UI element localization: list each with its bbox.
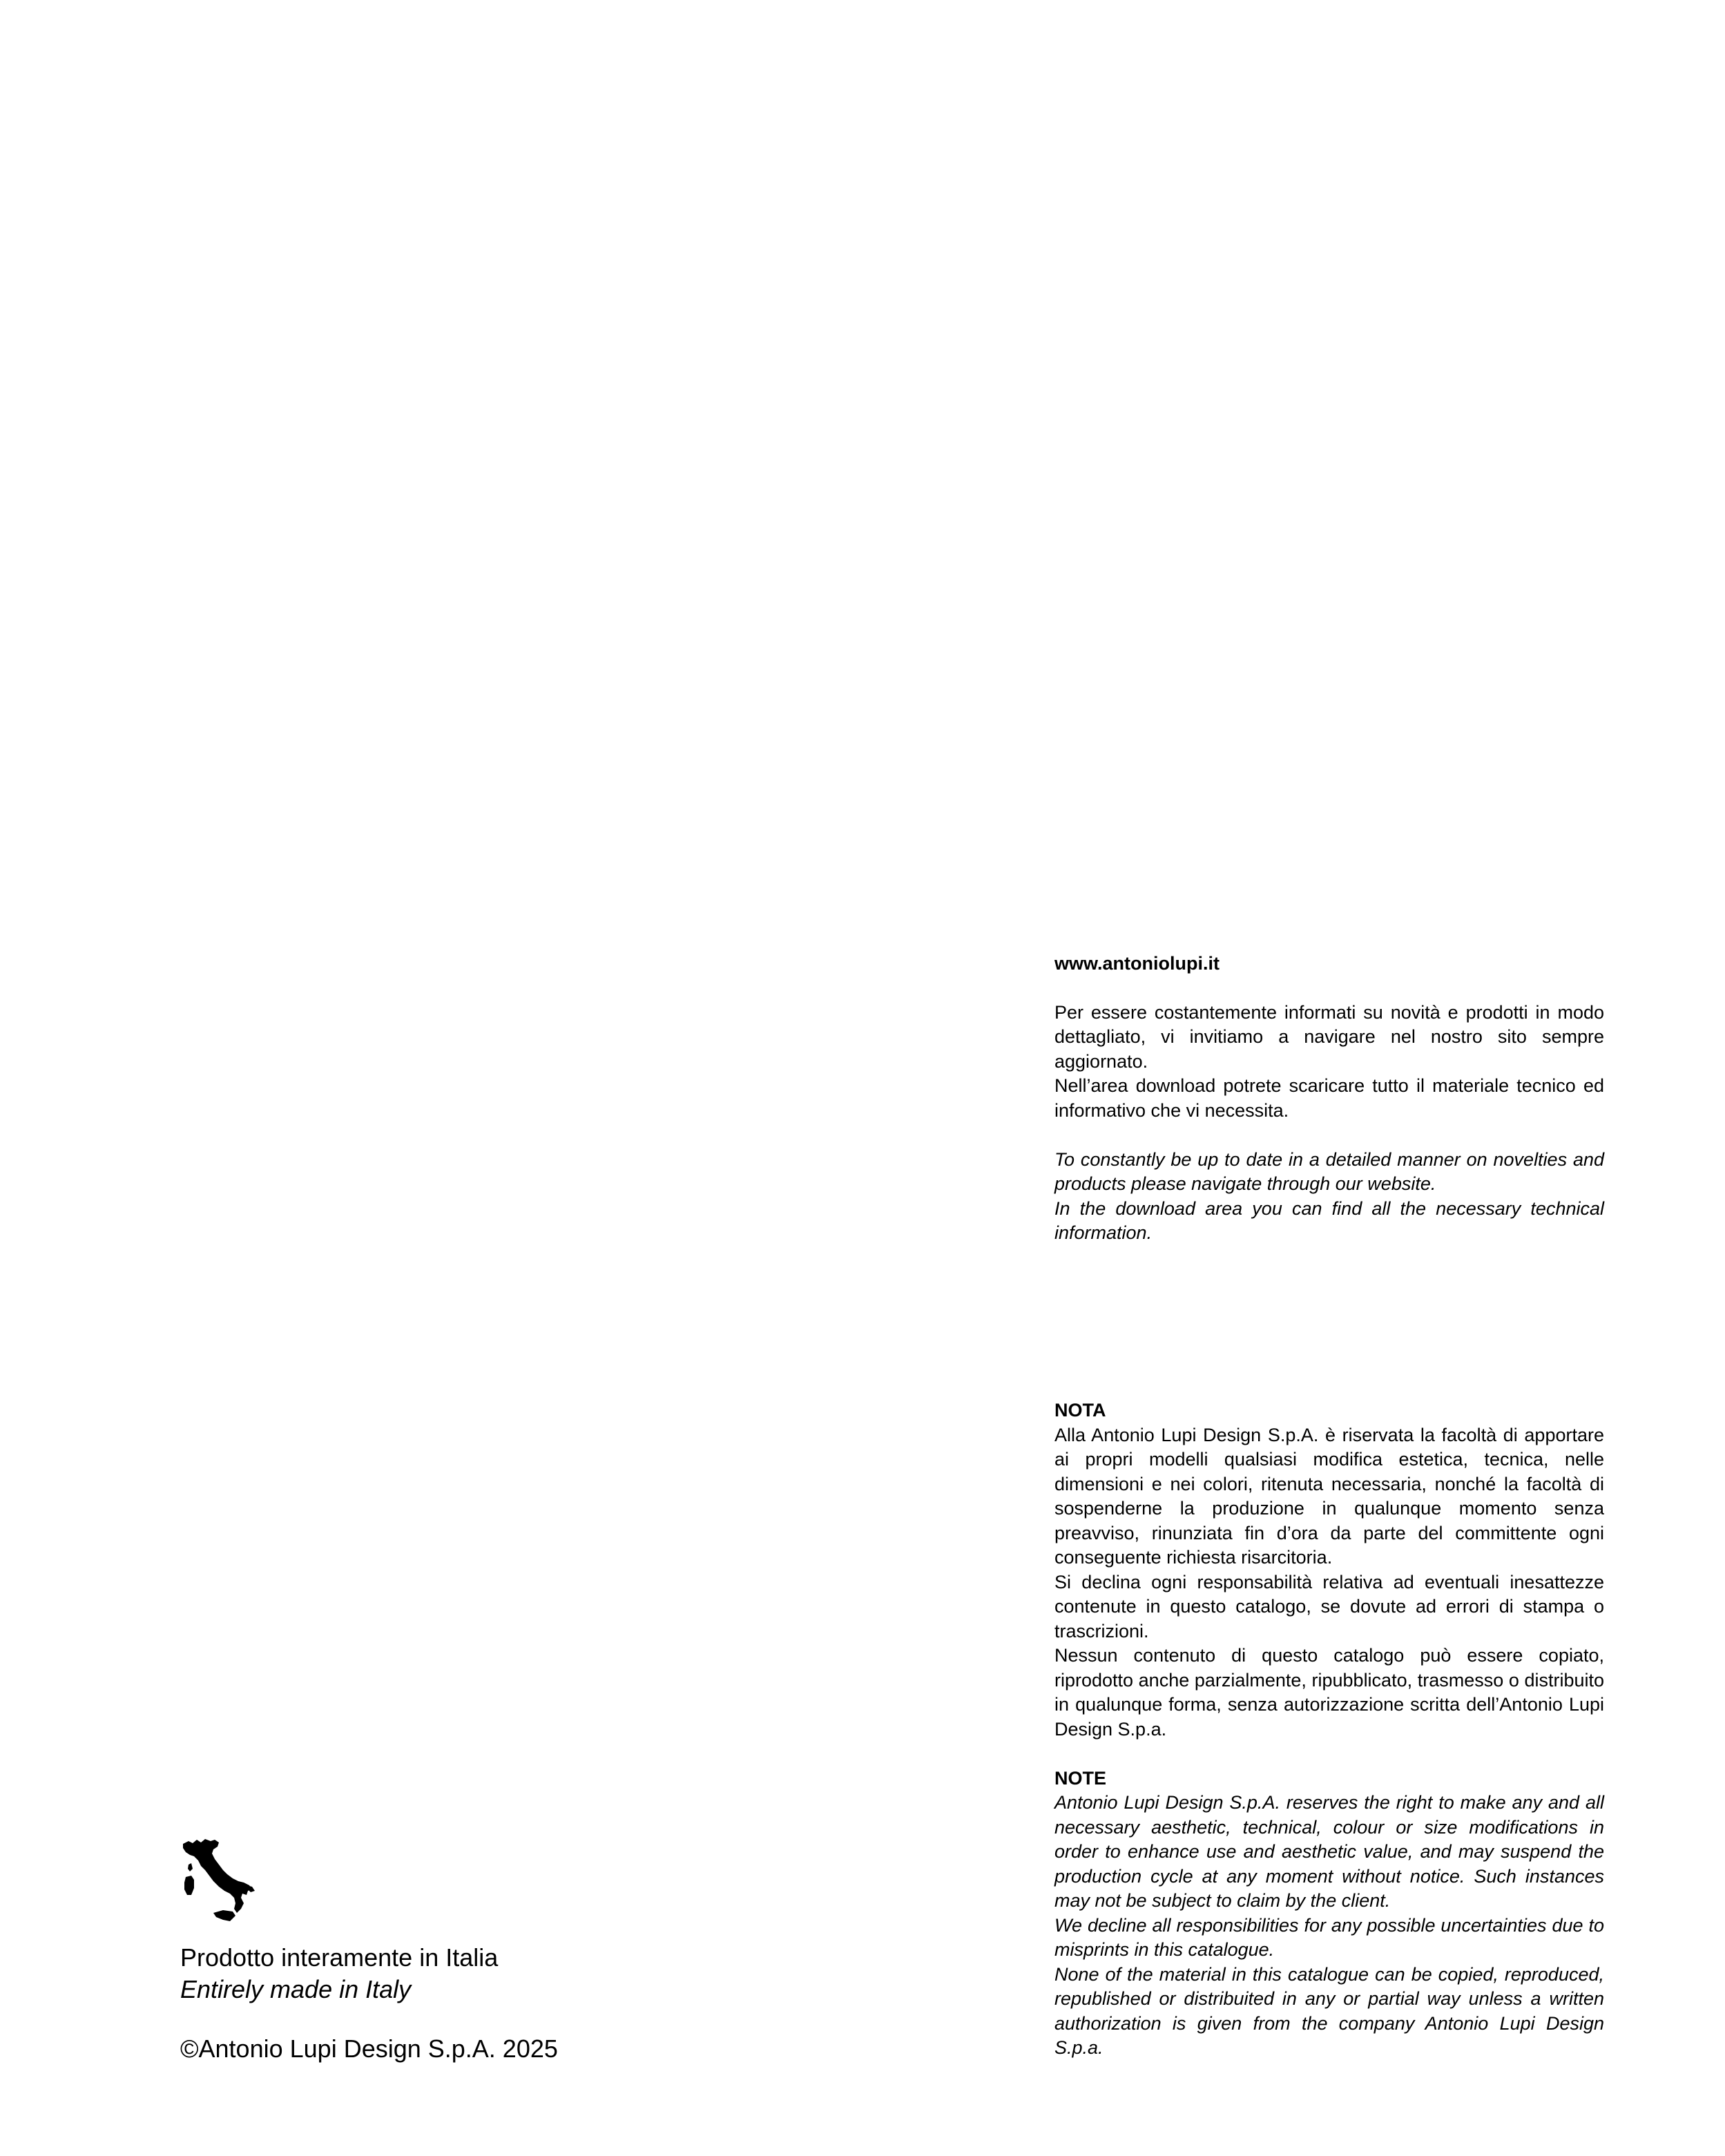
website-link[interactable]: www.antoniolupi.it [1054,953,1220,974]
website-it-paragraph-2: Nell’area download potrete scaricare tutto il materiale tecnico ed informativo che vi necessita. [1054,1075,1604,1121]
nota-heading: NOTA [1054,1400,1106,1421]
made-in-italy-en: Entirely made in Italy [180,1975,412,2003]
made-in-italy-it: Prodotto interamente in Italia [180,1943,499,1972]
italy-map-icon [180,1837,256,1925]
copyright-notice: ©Antonio Lupi Design S.p.A. 2025 [180,2034,558,2063]
legal-notes [1054,1398,1604,2061]
made-in-italy-block [180,1837,802,2065]
website-it-paragraph-1: Per essere costantemente informati su novità e prodotti in modo dettagliato, vi invitiamo a navigare nel nostro sito sempre aggiornato. [1054,1001,1604,1072]
nota-paragraph-3: Nessun contenuto di questo catalogo può essere copiato, riprodotto anche parzialmente, ripubblicato, trasmesso o distribuito in qualunque forma, senza autorizzazione scritta dell’Antonio Lupi Design S.p.a. [1054,1645,1604,1740]
website-info [1054,952,1604,1246]
note-heading: NOTE [1054,1767,1107,1789]
website-en-paragraph-1: To constantly be up to date in a detailed manner on novelties and products please navigate through our website. [1054,1148,1604,1194]
note-paragraph-2: We decline all responsibilities for any possible uncertainties due to misprints in this catalogue. [1054,1914,1604,1960]
nota-paragraph-2: Si declina ogni responsabilità relativa ad eventuali inesattezze contenute in questo catalogo, se dovute ad errori di stampa o trascrizioni. [1054,1571,1604,1642]
nota-paragraph-1: Alla Antonio Lupi Design S.p.A. è riservata la facoltà di apportare ai propri modelli qualsiasi modifica estetica, tecnica, nelle dimensioni e nei colori, ritenuta necessaria, nonché la facoltà di sospenderne la produzione in qualunque momento senza preavviso, rinunziata fin d’ora da parte del committente ogni conseguente richiesta risarcitoria. [1054,1424,1604,1568]
note-paragraph-1: Antonio Lupi Design S.p.A. reserves the right to make any and all necessary aesthetic, technical, colour or size modifications in order to enhance use and aesthetic value, and may suspend the production cycle at any moment without notice. Such instances may not be subject to claim by the client. [1054,1792,1604,1911]
note-paragraph-3: None of the material in this catalogue can be copied, reproduced, republished or distribuited in any or partial way unless a written authorization is given from the company Antonio Lupi Design S.p.a. [1054,1963,1604,2058]
spacer [1054,1123,1604,1148]
spacer [1054,1742,1604,1767]
website-en-paragraph-2: In the download area you can find all the necessary technical information. [1054,1197,1604,1243]
